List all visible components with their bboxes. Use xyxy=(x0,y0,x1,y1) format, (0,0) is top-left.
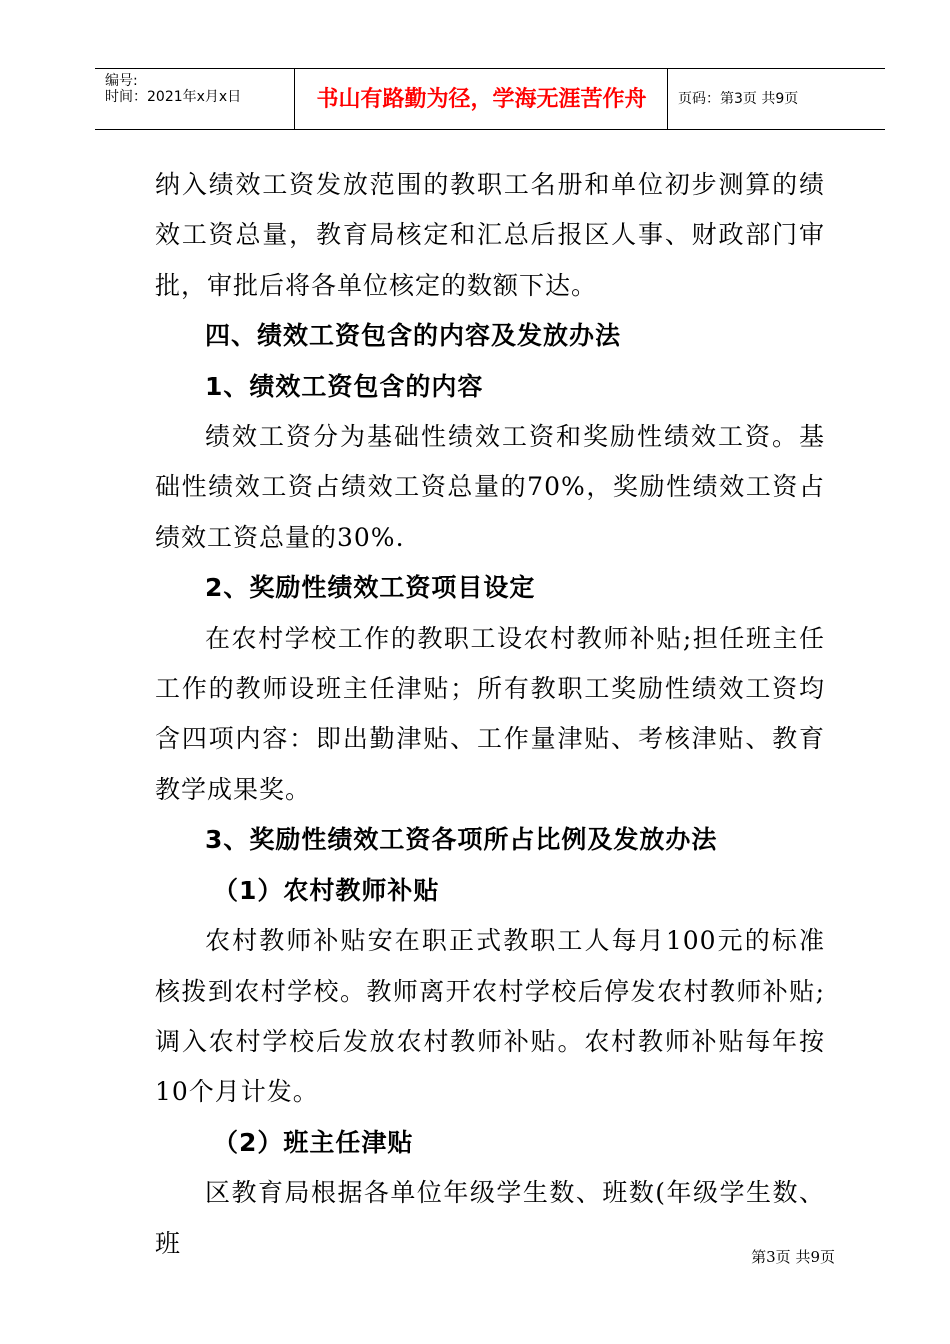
header-info-cell xyxy=(95,69,295,129)
document-number-label: 编号: xyxy=(105,73,138,89)
subitem-heading: （1）农村教师补贴 xyxy=(213,875,440,905)
document-time-label: 时间：2021年x月x日 xyxy=(105,89,242,105)
document-body xyxy=(155,160,825,1269)
paragraph: 绩效工资分为基础性绩效工资和奖励性绩效工资。基础性绩效工资占绩效工资总量的70%，奖励性绩效工资占绩效工资总量的30%. xyxy=(155,422,825,552)
header-motto-cell xyxy=(295,69,668,129)
paragraph: 区教育局根据各单位年级学生数、班数(年级学生数、班 xyxy=(155,1178,825,1258)
section-heading: 四、绩效工资包含的内容及发放办法 xyxy=(205,321,622,351)
motto-text: 书山有路勤为径，学海无涯苦作舟 xyxy=(316,87,647,112)
subitem-heading: （2）班主任津贴 xyxy=(213,1127,414,1157)
header-page-cell xyxy=(668,69,885,129)
header-page-number: 页码：第3页 共9页 xyxy=(678,91,799,107)
paragraph: 纳入绩效工资发放范围的教职工名册和单位初步测算的绩效工资总量，教育局核定和汇总后报区人事、财政部门审批，审批后将各单位核定的数额下达。 xyxy=(155,170,825,300)
paragraph: 在农村学校工作的教职工设农村教师补贴;担任班主任工作的教师设班主任津贴；所有教职工奖励性绩效工资均含四项内容：即出勤津贴、工作量津贴、考核津贴、教育教学成果奖。 xyxy=(155,623,825,804)
document-header xyxy=(95,68,885,130)
footer-page-number: 第3页 共9页 xyxy=(751,1248,835,1266)
item-heading: 3、奖励性绩效工资各项所占比例及发放办法 xyxy=(205,825,718,855)
paragraph: 农村教师补贴安在职正式教职工人每月100元的标准核拨到农村学校。教师离开农村学校后停发农村教师补贴;调入农村学校后发放农村教师补贴。农村教师补贴每年按10个月计发。 xyxy=(155,926,825,1107)
item-heading: 1、绩效工资包含的内容 xyxy=(205,371,484,401)
item-heading: 2、奖励性绩效工资项目设定 xyxy=(205,573,536,603)
